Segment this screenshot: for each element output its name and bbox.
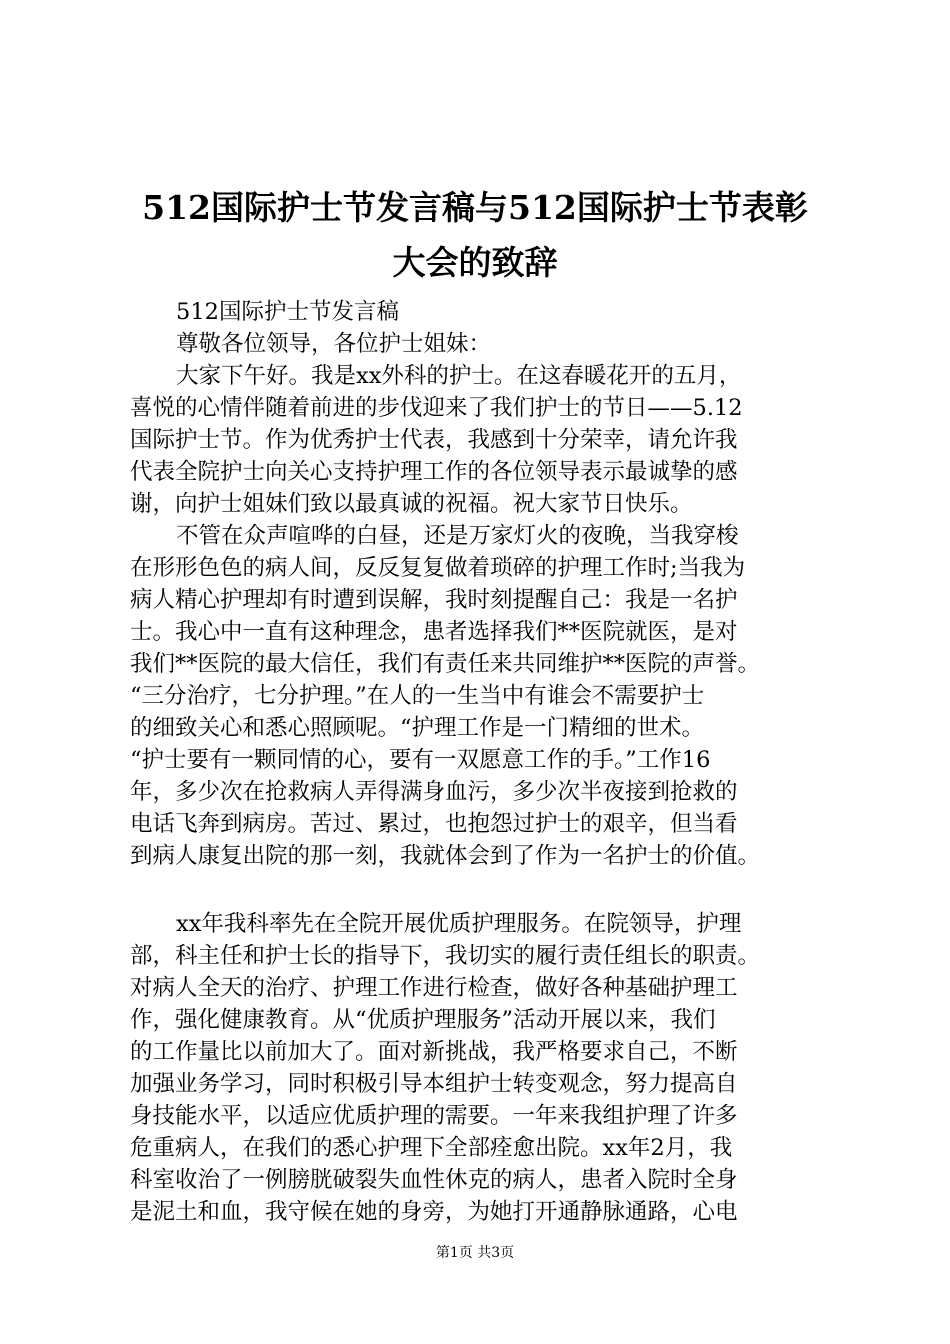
paragraph-line: 代表全院护士向关心支持护理工作的各位领导表示最诚挚的感 [130, 459, 738, 485]
paragraph-line: xx年我科率先在全院开展优质护理服务。在院领导，护理 [176, 911, 742, 937]
paragraph-line: 对病人全天的治疗、护理工作进行检查，做好各种基础护理工 [130, 975, 738, 1001]
paragraph-line: “护士要有一颗同情的心，要有一双愿意工作的手。”工作16 [130, 747, 711, 773]
paragraph-line: 我们**医院的最大信任，我们有责任来共同维护**医院的声誉。 [130, 651, 761, 677]
paragraph-line: 病人精心护理却有时遭到误解，我时刻提醒自己：我是一名护 [130, 587, 738, 613]
paragraph-line: 喜悦的心情伴随着前进的步伐迎来了我们护士的节日——5.12 [130, 395, 743, 421]
paragraph-line: 的工作量比以前加大了。面对新挑战，我严格要求自己，不断 [130, 1039, 738, 1065]
paragraph-line: 的细致关心和悉心照顾呢。“护理工作是一门精细的世术。 [130, 715, 705, 741]
paragraph-line: 在形形色色的病人间，反反复复做着琐碎的护理工作时;当我为 [130, 555, 746, 581]
paragraph-gap [130, 872, 830, 908]
document-body [130, 296, 830, 1228]
paragraph-line: 谢，向护士姐妹们致以最真诚的祝福。祝大家节日快乐。 [130, 491, 693, 517]
page-footer: 第1页 共3页 [435, 1245, 515, 1261]
section-heading: 512国际护士节发言稿 [176, 299, 399, 325]
paragraph-line: 大家下午好。我是xx外科的护士。在这春暖花开的五月， [176, 363, 742, 389]
paragraph-line: 危重病人，在我们的悉心护理下全部痊愈出院。xx年2月，我 [130, 1135, 733, 1161]
paragraph-line: 国际护士节。作为优秀护士代表，我感到十分荣幸，请允许我 [130, 427, 738, 453]
salutation: 尊敬各位领导，各位护士姐妹： [176, 331, 492, 357]
paragraph-line: 部，科主任和护士长的指导下，我切实的履行责任组长的职责。 [130, 943, 761, 969]
paragraph-line: 是泥土和血，我守候在她的身旁，为她打开通静脉通路，心电 [130, 1199, 738, 1225]
paragraph-line: 科室收治了一例膀胱破裂失血性休克的病人，患者入院时全身 [130, 1167, 738, 1193]
paragraph-line: “三分治疗，七分护理。”在人的一生当中有谁会不需要护士 [130, 683, 705, 709]
paragraph-line: 到病人康复出院的那一刻，我就体会到了作为一名护士的价值。 [130, 843, 761, 869]
paragraph-line: 身技能水平，以适应优质护理的需要。一年来我组护理了许多 [130, 1103, 738, 1129]
paragraph-line: 电话飞奔到病房。苦过、累过，也抱怨过护士的艰辛，但当看 [130, 811, 738, 837]
document-title-line-2: 大会的致辞 [392, 243, 558, 282]
paragraph-line: 士。我心中一直有这种理念，患者选择我们**医院就医，是对 [130, 619, 738, 645]
paragraph-line: 作，强化健康教育。从“优质护理服务”活动开展以来，我们 [130, 1007, 716, 1033]
paragraph-line: 不管在众声喧哗的白昼，还是万家灯火的夜晚，当我穿梭 [176, 523, 739, 549]
document-title-line-1: 512国际护士节发言稿与512国际护士节表彰 [142, 188, 808, 227]
paragraph-line: 年，多少次在抢救病人弄得满身血污，多少次半夜接到抢救的 [130, 779, 738, 805]
paragraph-line: 加强业务学习，同时积极引导本组护士转变观念，努力提高自 [130, 1071, 738, 1097]
